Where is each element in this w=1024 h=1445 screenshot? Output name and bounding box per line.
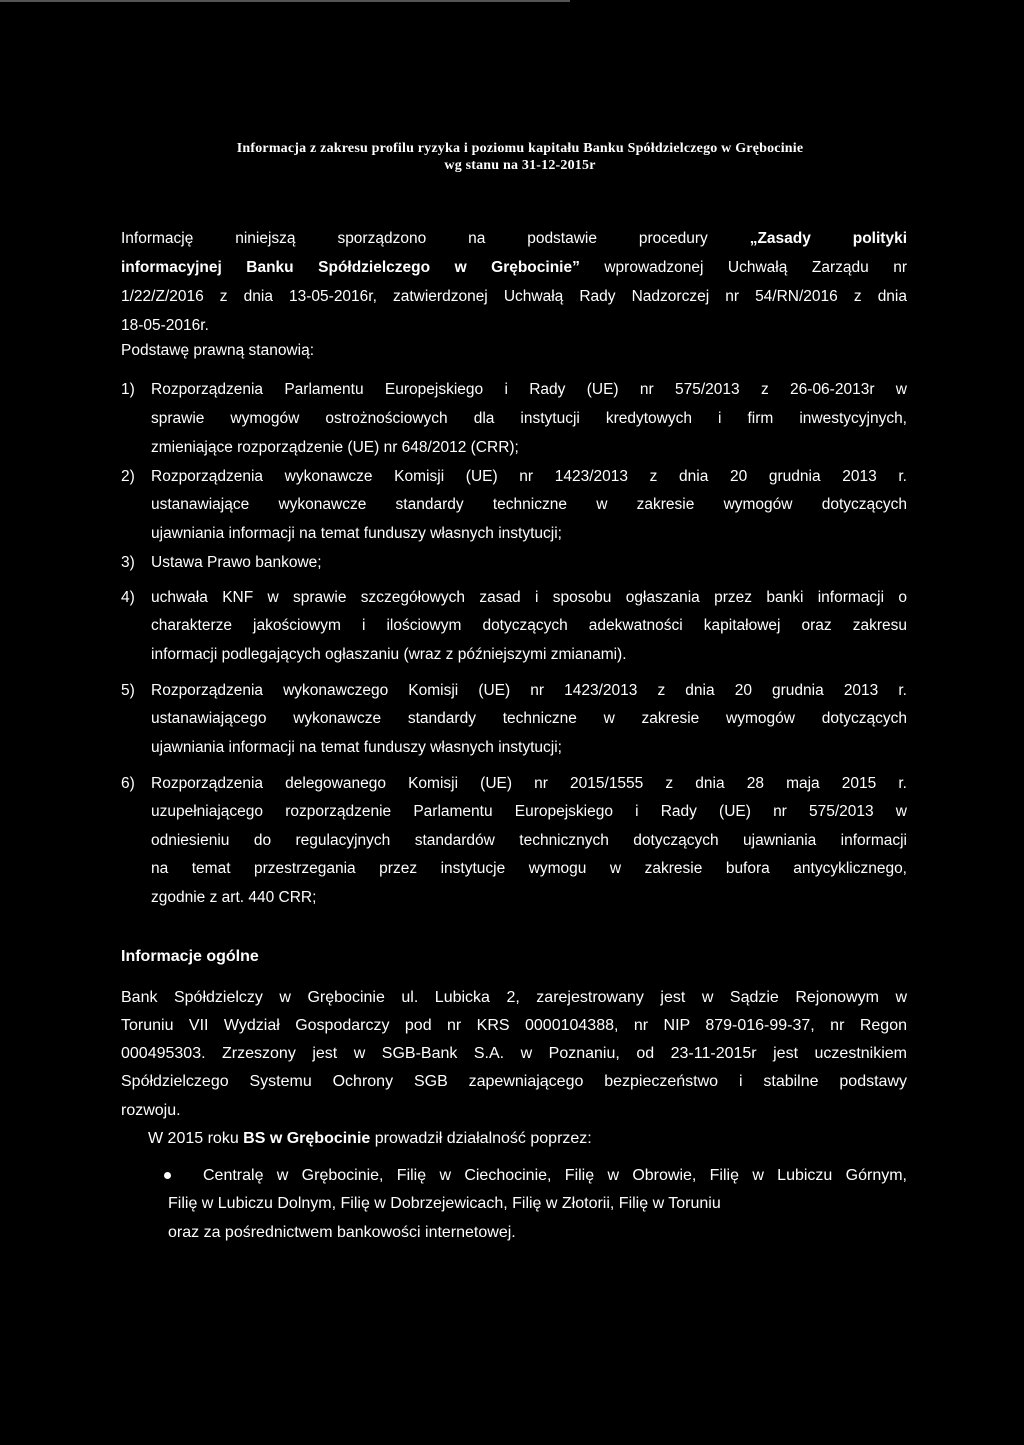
list-item-line: charakterze jakościowym i ilościowym dotyczących adekwatności kapitałowej oraz zakresu [151,617,907,634]
list-item-line: ujawniania informacji na temat funduszy własnych instytucji; [151,739,562,756]
list-number: 6) [121,775,135,792]
list-item-line: odniesieniu do regulacyjnych standardów technicznych dotyczących ujawniania informacji [151,832,907,849]
list-item-line: Ustawa Prawo bankowe; [151,554,322,571]
legal-basis-lead: Podstawę prawną stanowią: [121,342,315,359]
list-number: 1) [121,381,135,398]
list-item-line: na temat przestrzegania przez instytucje wymogu w zakresie bufora antycyklicznego, [151,860,907,877]
document-title: Informacja z zakresu profilu ryzyka i poziomu kapitału Banku Spółdzielczego w Grębocinie [236,141,804,156]
list-item-line: sprawie wymogów ostrożnościowych dla instytucji kredytowych i firm inwestycyjnych, [151,410,907,427]
bullet-line: Centralę w Grębocinie, Filię w Ciechocinie, Filię w Obrowie, Filię w Lubiczu Górnym, [203,1167,907,1184]
intro-line-4: 18-05-2016r. [121,317,209,334]
intro-line-2: informacyjnej Banku Spółdzielczego w Grębocinie” wprowadzonej Uchwałą Zarządu nr [121,259,907,276]
general-line: 000495303. Zrzeszony jest w SGB-Bank S.A. w Poznaniu, od 23-11-2015r jest uczestnikiem [121,1045,907,1062]
list-number: 2) [121,468,135,485]
bullet-line: oraz za pośrednictwem bankowości internetowej. [168,1224,516,1241]
intro-line-1: Informację niniejszą sporządzono na podstawie procedury „Zasady polityki [121,230,907,247]
list-item-line: ujawniania informacji na temat funduszy własnych instytucji; [151,525,562,542]
list-number: 5) [121,682,135,699]
list-item-line: uchwała KNF w sprawie szczegółowych zasad i sposobu ogłaszania przez banki informacji o [151,589,907,606]
bullet-icon [164,1172,171,1179]
bullet-line: Filię w Lubiczu Dolnym, Filię w Dobrzejewicach, Filię w Złotorii, Filię w Toruniu [168,1195,721,1212]
list-item-line: Rozporządzenia wykonawczego Komisji (UE) nr 1423/2013 z dnia 20 grudnia 2013 r. [151,682,907,699]
general-line: Spółdzielczego Systemu Ochrony SGB zapewniającego bezpieczeństwo i stabilne podstawy [121,1073,907,1090]
list-item-line: informacji podlegających ogłaszaniu (wraz z późniejszymi zmianami). [151,646,627,663]
list-item-line: zgodnie z art. 440 CRR; [151,889,317,906]
list-item-line: zmieniające rozporządzenie (UE) nr 648/2012 (CRR); [151,439,519,456]
section-heading: Informacje ogólne [121,948,259,965]
list-number: 4) [121,589,135,606]
general-line: rozwoju. [121,1102,181,1119]
list-number: 3) [121,554,135,571]
list-item-line: ustanawiające wykonawcze standardy techniczne w zakresie wymogów dotyczących [151,496,907,513]
document-subtitle-date: wg stanu na 31-12-2015r [444,158,596,173]
list-item-line: ustanawiającego wykonawcze standardy techniczne w zakresie wymogów dotyczących [151,710,907,727]
activity-line: W 2015 roku BS w Grębocinie prowadził działalność poprzez: [148,1130,592,1147]
list-item-line: Rozporządzenia Parlamentu Europejskiego i Rady (UE) nr 575/2013 z 26-06-2013r w [151,381,907,398]
list-item-line: Rozporządzenia delegowanego Komisji (UE) nr 2015/1555 z dnia 28 maja 2015 r. [151,775,907,792]
intro-line-3: 1/22/Z/2016 z dnia 13-05-2016r, zatwierdzonej Uchwałą Rady Nadzorczej nr 54/RN/2016 z dnia [121,288,907,305]
general-line: Bank Spółdzielczy w Grębocinie ul. Lubicka 2, zarejestrowany jest w Sądzie Rejonowym w [121,989,907,1006]
list-item-line: uzupełniającego rozporządzenie Parlamentu Europejskiego i Rady (UE) nr 575/2013 w [151,803,907,820]
general-line: Toruniu VII Wydział Gospodarczy pod nr KRS 0000104388, nr NIP 879-016-99-37, nr Regon [121,1017,907,1034]
list-item-line: Rozporządzenia wykonawcze Komisji (UE) nr 1423/2013 z dnia 20 grudnia 2013 r. [151,468,907,485]
